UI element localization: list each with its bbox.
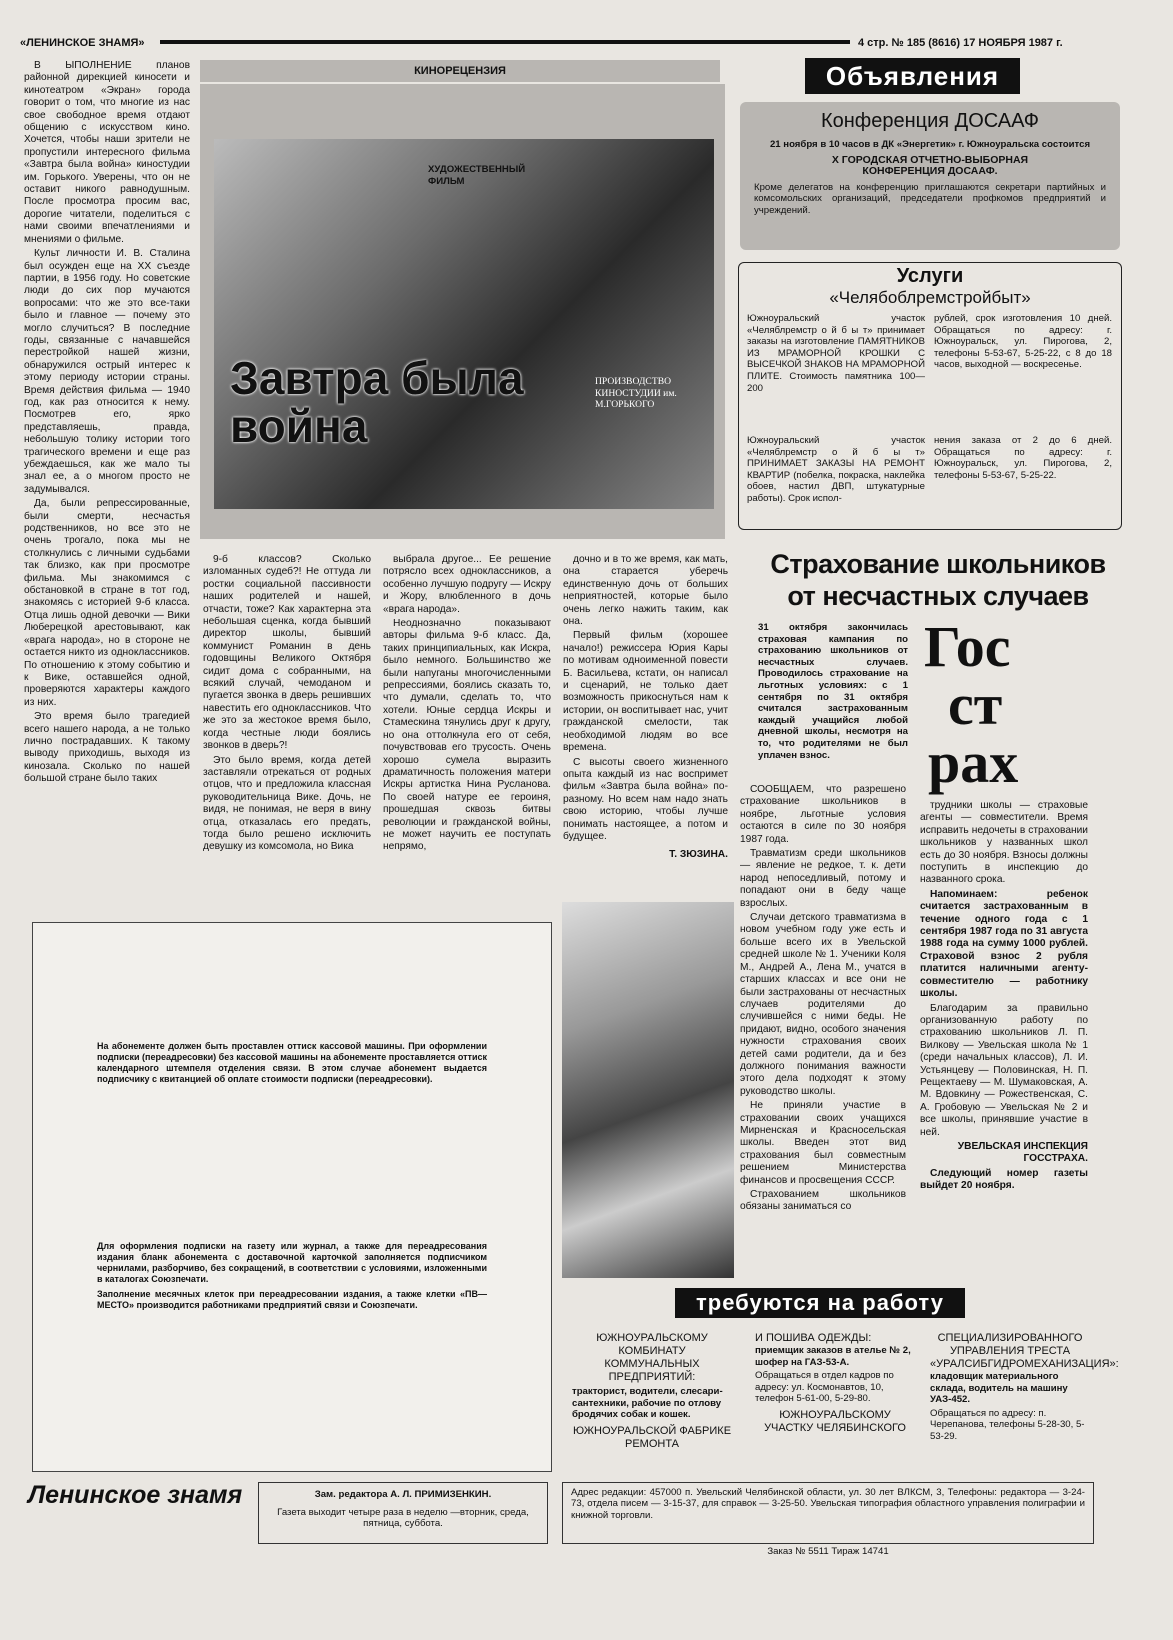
paper-name: «ЛЕНИНСКОЕ ЗНАМЯ» — [20, 37, 145, 49]
review-author: Т. ЗЮЗИНА. — [669, 849, 728, 861]
review-paragraph: Неоднозначно показывают авторы фильма 9-б класс. Да, таких принципиальных, как Искра, было немного. Большинство же были напуганы многочисленными репрессиями, боялись сказать то, что думали, сделать то, что хотели. Юные сердца Искры и Стамескина тянулись друг к другу, но она оттолкнула его от себя, почувствовав его трусость. Очень хорошо сумела выразить драматичность положения матери Искры артистка Нина Русланова. По своей натуре ее героиня, прошедшая сквозь битвы революции и гражданской войны, не может научить ее поступать непрямо, — [383, 618, 551, 853]
review-paragraph: 9-б классов? Сколько изломанных судеб?! Не оттуда ли ростки социальной пассивности наших родителей и нашей, отчасти, тоже? Как характерна эта небольшая сценка, когда бывший директор школы, бывший коммунист Романин в день годовщины Великого Октября сидит дома с собранными, на всякий случай, чемоданом и пугается звонка в дверь решивших навестить его одноклассников. Что же это за жестокое время было, когда честные люди боялись звонков в дверь?! — [203, 554, 371, 752]
subscription-para1: На абонементе должен быть проставлен оттиск кассовой машины. При оформлении подписки (переадресовки) без кассовой машины на абонементе проставляется оттиск календарного штемпеля отделения связи. В этом случае абонемент выдается подписчику с квитанцией об оплате стоимости подписки (переадресовки). — [97, 1041, 487, 1084]
insurance-column-b — [920, 800, 1088, 1280]
insurance-paragraph: Не приняли участие в страховании своих учащихся Мирненская и Красносельская школы. Введен этот вид страхования был совместным решением Министерства финансов и просвещения СССР. — [740, 1100, 906, 1186]
insurance-paragraph: Страхованием школьников обязаны заниматься со — [740, 1189, 906, 1213]
jobs-c3-text: кладовщик материального склада, водитель на машину УАЗ-452. — [930, 1371, 1068, 1406]
review-paragraph: Культ личности И. В. Сталина был осужден еще на XX съезде партии, в 1956 году. Но советские люди до сих пор мучаются вопросами: что же это все-таки было и главное — почему это могло случиться? В последние годы, связанные с начавшейся перестройкой нашей жизни, обнаружился острый интерес к этому периоду истории страны. Время действия фильма — 1940 год, как раз относится к нему. Посмотрев его, ярко представляешь, правда, небольшую толику истории того трагического времени и еще раз убеждаешься, как же мало ты знал ее, а о многом просто не задумывался. — [24, 248, 190, 495]
dosaaf-line1: 21 ноября в 10 часов в ДК «Энергетик» г. Южноуральска состоится — [769, 139, 1091, 150]
services-block1-left: Южноуральский участок «Челяблремстр о й б ы т» принимает заказы на изготовление ПАМЯТНИКОВ ИЗ МРАМОРНОЙ КРОШКИ С ВЫСЕЧКОЙ ЗНАКОВ НА МРАМОРНОЙ ПЛИТЕ. Стоимость памятника 100—200 — [747, 313, 925, 394]
services-box — [738, 262, 1122, 530]
jobs-c2-addr: Обращаться в отдел кадров по адресу: ул. Космонавтов, 10, телефон 5-61-00, 5-29-80. — [755, 1370, 894, 1405]
jobs-c3-addr: Обращаться по адресу: п. Черепанова, телефоны 5-28-30, 5-53-29. — [930, 1407, 1085, 1442]
services-block2-left: Южноуральский участок «Челяблремстр о й б ы т» ПРИНИМАЕТ ЗАКАЗЫ НА РЕМОНТ КВАРТИР (побелка, покраска, наклейка обоев, настил ДВП, штукатурные работы). Срок испол- — [747, 435, 925, 504]
subscription-para2: Для оформления подписки на газету или журнал, а также для переадресования издания бланк абонемента с доставочной карточкой заполняется подписчиком чернилами, разборчиво, без сокращений, в соответствии с условиями, изложенными в каталогах Союзпечати. — [97, 1241, 487, 1284]
logo-line: Гос — [924, 614, 1011, 679]
poster-studio: ПРОИЗВОДСТВО КИНОСТУДИИ им. М.ГОРЬКОГО — [595, 376, 677, 411]
jobs-c3-title: СПЕЦИАЛИЗИРОВАННОГО УПРАВЛЕНИЯ ТРЕСТА «УРАЛСИБГИДРОМЕХАНИЗАЦИЯ»: — [930, 1332, 1119, 1370]
footer-order: Заказ № 5511 Тираж 14741 — [767, 1546, 889, 1557]
footer-editor-box — [258, 1482, 548, 1544]
next-issue-note: Следующий номер газеты выйдет 20 ноября. — [920, 1167, 1088, 1192]
masthead — [20, 36, 1150, 54]
jobs-column-3 — [930, 1332, 1119, 1443]
review-paragraph: Первый фильм (хорошее начало!) режиссера Юрия Кары по мотивам одноименной повести Б. Васильева, кстати, он написал и сценарий, не только дает возможность прикоснуться нам к истории, он воспитывает нас, учит гражданской смелости, так необходимой людям во все времена. — [563, 630, 728, 754]
footer-logo: Ленинское знамя — [28, 1481, 243, 1509]
insurance-paragraph: Случаи детского травматизма в новом учебном году уже есть и больше всего их в Увельской средней школе № 1. Ученики Коля М., Андрей А., Лена М., учатся в старших классах и все они не были застрахованы от несчастных случаев родителями до случившейся с ними беды. Не придают, видно, особого значения нужности страхования своих детей сами родители, да и без должного понимания важности этого дела подходят к этому руководство школы. — [740, 912, 906, 1097]
gosstrah-logo — [918, 614, 1094, 795]
services-block1-right: рублей, срок изготовления 10 дней. Обращаться по адресу: г. Южноуральск, ул. Пирогова, 2, телефоны 5-53-67, 5-25-22, с 8 до 18 часов, выходной — воскресенье. — [934, 313, 1112, 371]
insurance-paragraph: Травматизм среди школьников — явление не редкое, т. к. дети народ непоседливый, потому и попадают они в беду чаще взрослых. — [740, 848, 906, 909]
jobs-c1-footer: ЮЖНОУРАЛЬСКОЙ ФАБРИКЕ РЕМОНТА — [572, 1424, 732, 1450]
dosaaf-notice — [740, 102, 1120, 250]
jobs-c2-footer: ЮЖНОУРАЛЬСКОМУ УЧАСТКУ ЧЕЛЯБИНСКОГО — [764, 1408, 906, 1434]
children-photo — [562, 902, 734, 1278]
services-title: Услуги — [896, 265, 964, 287]
footer-address-box — [562, 1482, 1094, 1544]
header-rule — [160, 40, 850, 44]
insurance-lead: 31 октября закончилась страховая кампания по страхованию школьников от несчастных случаев. Проводилось страхование на льготных условиях: с 1 сентября по 31 октября считался застрахованным каждый учащийся любой дневной школы, несмотря на то, что родителями не был уплачен взнос. — [758, 622, 908, 761]
review-paragraph: В ЫПОЛНЕНИЕ планов районной дирекцией киносети и кинотеатром «Экран» города говорит о том, что многие из нас свое свободное время отдают общению с искусством кино. Хочется, чтобы наши зрители не пропустили интересного фильма «Завтра была война» киностудии им. Горького. Уверены, что он не оставит никого равнодушным. После просмотра просим вас, дорогие читатели, поделиться с нами своими впечатлениями и мнениями о фильме. — [24, 60, 190, 245]
review-paragraph: выбрала другое... Ее решение потрясло всех одноклассников, а особенно лучшую подругу — Искру и Жору, влюбленного в дочь «врага народа». — [383, 554, 551, 615]
services-subtitle: «Челябоблремстройбыт» — [829, 288, 1031, 307]
jobs-c2-title: И ПОШИВА ОДЕЖДЫ: — [755, 1332, 872, 1344]
review-paragraph: Это время было трагедией всего нашего народа, а не только лично пострадавших. К такому выводу приходишь, выходя из кинозала. Сколько по нашей большой стране было таких — [24, 711, 190, 785]
footer-schedule: Газета выходит четыре раза в неделю —вторник, среда, пятница, суббота. — [277, 1506, 529, 1530]
dosaaf-line3: Кроме делегатов на конференцию приглашаются секретари партийных и комсомольских организаций, председатели профкомов предприятий и учреждений. — [754, 181, 1106, 216]
review-rubric-bar — [200, 60, 720, 82]
insurance-paragraph: СООБЩАЕМ, что разрешено страхование школьников в ноябре, льготные условия остаются в силе по 30 ноября 1987 года. — [740, 784, 906, 845]
services-block2-right: нения заказа от 2 до 6 дней. Обращаться по адресу: г. Южноуральск, ул. Пирогова, 2, телефоны 5-53-67, 5-25-22. — [934, 435, 1112, 481]
subscription-box — [32, 922, 552, 1472]
insurance-paragraph: Напоминаем: ребенок считается застрахованным в течение одного года с 1 сентября 1987 года по 31 августа 1988 года на сумму 1000 рублей. Страховой взнос 2 рубля платится наличными агенту-совместителю — работнику школы. — [920, 888, 1088, 1000]
poster-title: Завтра была война — [230, 352, 524, 452]
footer-address: Адрес редакции: 457000 п. Увельский Челябинской области, ул. 30 лет ВЛКСМ, 3, Телефоны: редактора — 3-24-73, отдела писем — 3-15-37, для справок — 3-25-50. Увельская типография областного управления полиграфии и книжной торговли. — [571, 1487, 1085, 1521]
jobs-c1-title: ЮЖНОУРАЛЬСКОМУ КОМБИНАТУ КОММУНАЛЬНЫХ ПРЕДПРИЯТИЙ: — [596, 1332, 708, 1383]
review-column-3 — [383, 554, 551, 894]
jobs-heading: требуются на работу — [675, 1288, 965, 1318]
dosaaf-title: Конференция ДОСААФ — [820, 110, 1040, 132]
insurance-title — [748, 548, 1128, 612]
jobs-c1-text: тракторист, водители, слесари-сантехники, рабочие по отлову бродячих собак и кошек. — [572, 1386, 723, 1421]
review-paragraph: Да, были репрессированные, были смерти, несчастья родственников, но все это не очень трогало, пока мы не столкнулись с личными судьбами так близко, как при просмотре фильма. Мы знакомимся с обстановкой в стране в тот год, знакомясь с историей 9-б класса. Отца лишь одной девочки — Вики Люберецкой арестовывают, как «врага народа», но в стороне не остается никто из одноклассников. По отношению к этому событию и к Вике, оставшейся одной, проверяются характеры каждого из них. — [24, 498, 190, 708]
jobs-column-1 — [572, 1332, 732, 1451]
review-rubric: КИНОРЕЦЕНЗИЯ — [414, 65, 506, 77]
poster-genre: ХУДОЖЕСТВЕННЫЙ ФИЛЬМ — [428, 164, 526, 187]
review-column-4 — [563, 554, 728, 894]
logo-line: ст — [948, 672, 1003, 737]
review-paragraph: Это было время, когда детей заставляли отрекаться от родных отцов, что и предложила классная руководительница Вике. Дочь, не видя, не понимая, не веря в вину отца, отказалась его предать, тогда было решено исключить девушку из комсомола, но Вика — [203, 754, 371, 853]
insurance-signature: УВЕЛЬСКАЯ ИНСПЕКЦИЯ ГОССТРАХА. — [957, 1140, 1088, 1165]
insurance-title-line2: от несчастных случаев — [787, 581, 1089, 611]
issue-info: 4 стр. № 185 (8616) 17 НОЯБРЯ 1987 г. — [858, 37, 1063, 49]
logo-line: рах — [928, 730, 1019, 795]
jobs-c2-text: приемщик заказов в ателье № 2, шофер на ГАЗ-53-А. — [755, 1345, 911, 1368]
review-paragraph: дочно и в то же время, как мать, она старается уберечь единственную дочь от больших неприятностей, которые было очень легко нажить таким, как она. — [563, 554, 728, 628]
review-column-1 — [24, 60, 190, 900]
dosaaf-line2: X ГОРОДСКАЯ ОТЧЕТНО-ВЫБОРНАЯ КОНФЕРЕНЦИЯ ДОСААФ. — [831, 153, 1029, 178]
insurance-paragraph: Благодарим за правильно организованную работу по страхованию школьников Л. П. Вилкову — Увельская школа № 1 (среди начальных классов), Л. И. Устьянцеву — Половинская, Н. П. Рещектаеву — М. Шумаковская, А. М. Вдовкину — Рожественская, С. А. Гробовую — Увельская № 2 и все школы, принявшие участие в ней. — [920, 1002, 1088, 1138]
insurance-paragraph: трудники школы — страховые агенты — совместители. Время исправить недочеты в страховании школьников у названных школ есть до 30 ноября. Взносы должны поступить в инспекцию до названного срока. — [920, 800, 1088, 886]
poster-image — [214, 139, 714, 509]
ads-heading: Объявления — [805, 58, 1020, 94]
subscription-para3: Заполнение месячных клеток при переадресовании издания, а также клетки «ПВ—МЕСТО» производится работниками предприятий связи и Союзпечати. — [97, 1289, 487, 1310]
review-column-2 — [203, 554, 371, 894]
jobs-column-2 — [755, 1332, 915, 1435]
poster-frame — [200, 84, 725, 539]
insurance-column-a — [740, 784, 906, 1284]
review-paragraph: С высоты своего жизненного опыта каждый из нас воспримет фильм «Завтра была война» по-разному. Но всем нам надо знать свою историю, чтобы лучше понимать настоящее, а потом и будущее. — [563, 756, 728, 842]
footer-editor: Зам. редактора А. Л. ПРИМИЗЕНКИН. — [314, 1489, 492, 1500]
insurance-title-line1: Страхование школьников — [770, 549, 1106, 579]
